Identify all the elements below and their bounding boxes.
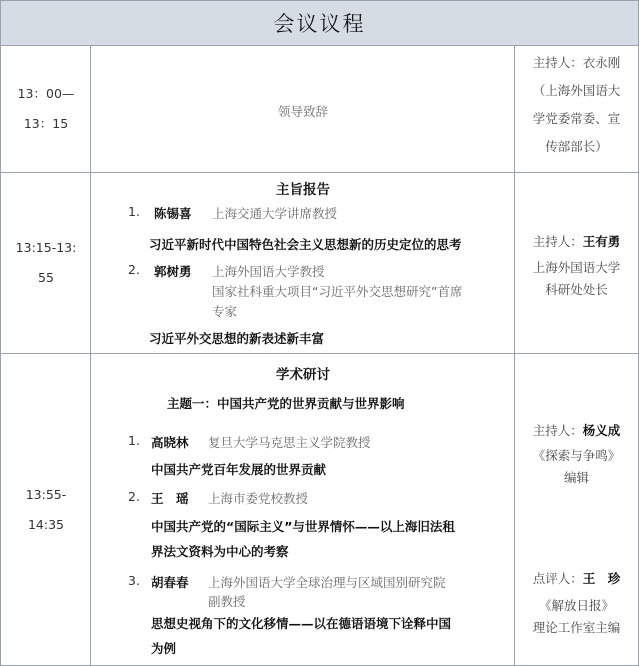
host-cell [515, 46, 638, 172]
speech-topic: 中国共产党的“国际主义”与世界情怀——以上海旧法租 [151, 519, 455, 534]
speech-topic: 为例 [151, 641, 177, 656]
host-line-3: 学党委常委、宣 [532, 111, 621, 126]
speaker-number: 1. [128, 204, 140, 219]
speaker-number: 1. [128, 433, 140, 448]
agenda-row-keynote [1, 173, 638, 354]
speaker-name: 王 瑶 [151, 491, 189, 506]
host-line-1 [515, 420, 638, 442]
symposium-heading: 学术研讨 [276, 367, 330, 383]
host-line-3: 科研处处长 [545, 282, 608, 297]
time-start: 13:15-13: [15, 240, 77, 255]
reviewer-label: 点评人： [532, 571, 583, 586]
content-cell [91, 46, 515, 172]
speaker-name: 高晓林 [151, 435, 189, 450]
speaker-affiliation: 上海交通大学讲席教授 [212, 206, 338, 221]
reviewer-line-2: 《解放日报》 [538, 598, 614, 613]
speaker-affiliation: 复旦大学马克思主义学院教授 [208, 435, 371, 450]
time-cell [1, 354, 91, 665]
speech-topic: 中国共产党百年发展的世界贡献 [151, 462, 327, 477]
reviewer-line-1 [515, 568, 638, 590]
time-cell [1, 46, 91, 172]
host-line-4: 传部部长） [545, 139, 608, 154]
speaker-name: 陈锡喜 [154, 206, 192, 221]
time-end: 55 [38, 270, 54, 285]
time-start: 13:55- [25, 487, 67, 502]
speaker-number: 2. [128, 489, 140, 504]
speech-topic: 习近平外交思想的新表述新丰富 [149, 331, 325, 346]
host-line-2: 上海外国语大学 [532, 260, 621, 275]
content-cell [91, 173, 515, 353]
speaker-affiliation: 副教授 [208, 594, 246, 609]
speaker-affiliation: 上海外国语大学教授 [212, 264, 325, 279]
agenda-header [1, 1, 638, 46]
host-name: 王有勇 [582, 234, 621, 249]
speaker-name: 胡春春 [151, 575, 189, 590]
speech-topic: 思想史视角下的文化移情——以在德语语境下诠释中国 [151, 616, 452, 631]
time-start: 13：00— [17, 86, 75, 101]
time-end: 14:35 [27, 517, 65, 532]
speaker-number: 3. [128, 573, 140, 588]
speaker-affiliation: 国家社科重大项目“习近平外交思想研究”首席 [212, 284, 463, 299]
host-cell [515, 354, 638, 665]
speaker-name: 郭树勇 [154, 264, 192, 279]
speaker-affiliation: 上海市委党校教授 [208, 491, 309, 506]
host-line-3: 编辑 [563, 470, 589, 485]
host-line-1: 主持人：衣永刚 [532, 55, 621, 70]
time-cell [1, 173, 91, 353]
content-cell [91, 354, 515, 665]
agenda-row-opening [1, 46, 638, 173]
keynote-heading: 主旨报告 [276, 182, 330, 198]
speaker-affiliation: 上海外国语大学全球治理与区域国别研究院 [208, 575, 446, 590]
host-line-1 [515, 231, 638, 253]
time-end: 13：15 [23, 116, 69, 131]
opening-speech: 领导致辞 [277, 104, 328, 119]
speech-topic: 习近平新时代中国特色社会主义思想新的历史定位的思考 [149, 237, 462, 252]
host-name: 杨义成 [582, 423, 621, 438]
speaker-affiliation: 专家 [212, 304, 238, 319]
host-label: 主持人： [532, 423, 583, 438]
session-theme: 主题一：中国共产党的世界贡献与世界影响 [167, 396, 405, 411]
host-cell [515, 173, 638, 353]
speech-topic: 界法文资料为中心的考察 [151, 544, 289, 559]
host-line-2: （上海外国语大 [532, 83, 621, 98]
agenda-title: 会议议程 [273, 12, 366, 36]
host-label: 主持人： [532, 234, 583, 249]
agenda-row-symposium [1, 354, 638, 665]
reviewer-line-3: 理论工作室主编 [532, 620, 621, 635]
reviewer-name: 王 珍 [582, 571, 621, 586]
host-line-2: 《探索与争鸣》 [532, 448, 621, 463]
speaker-number: 2. [128, 262, 140, 277]
